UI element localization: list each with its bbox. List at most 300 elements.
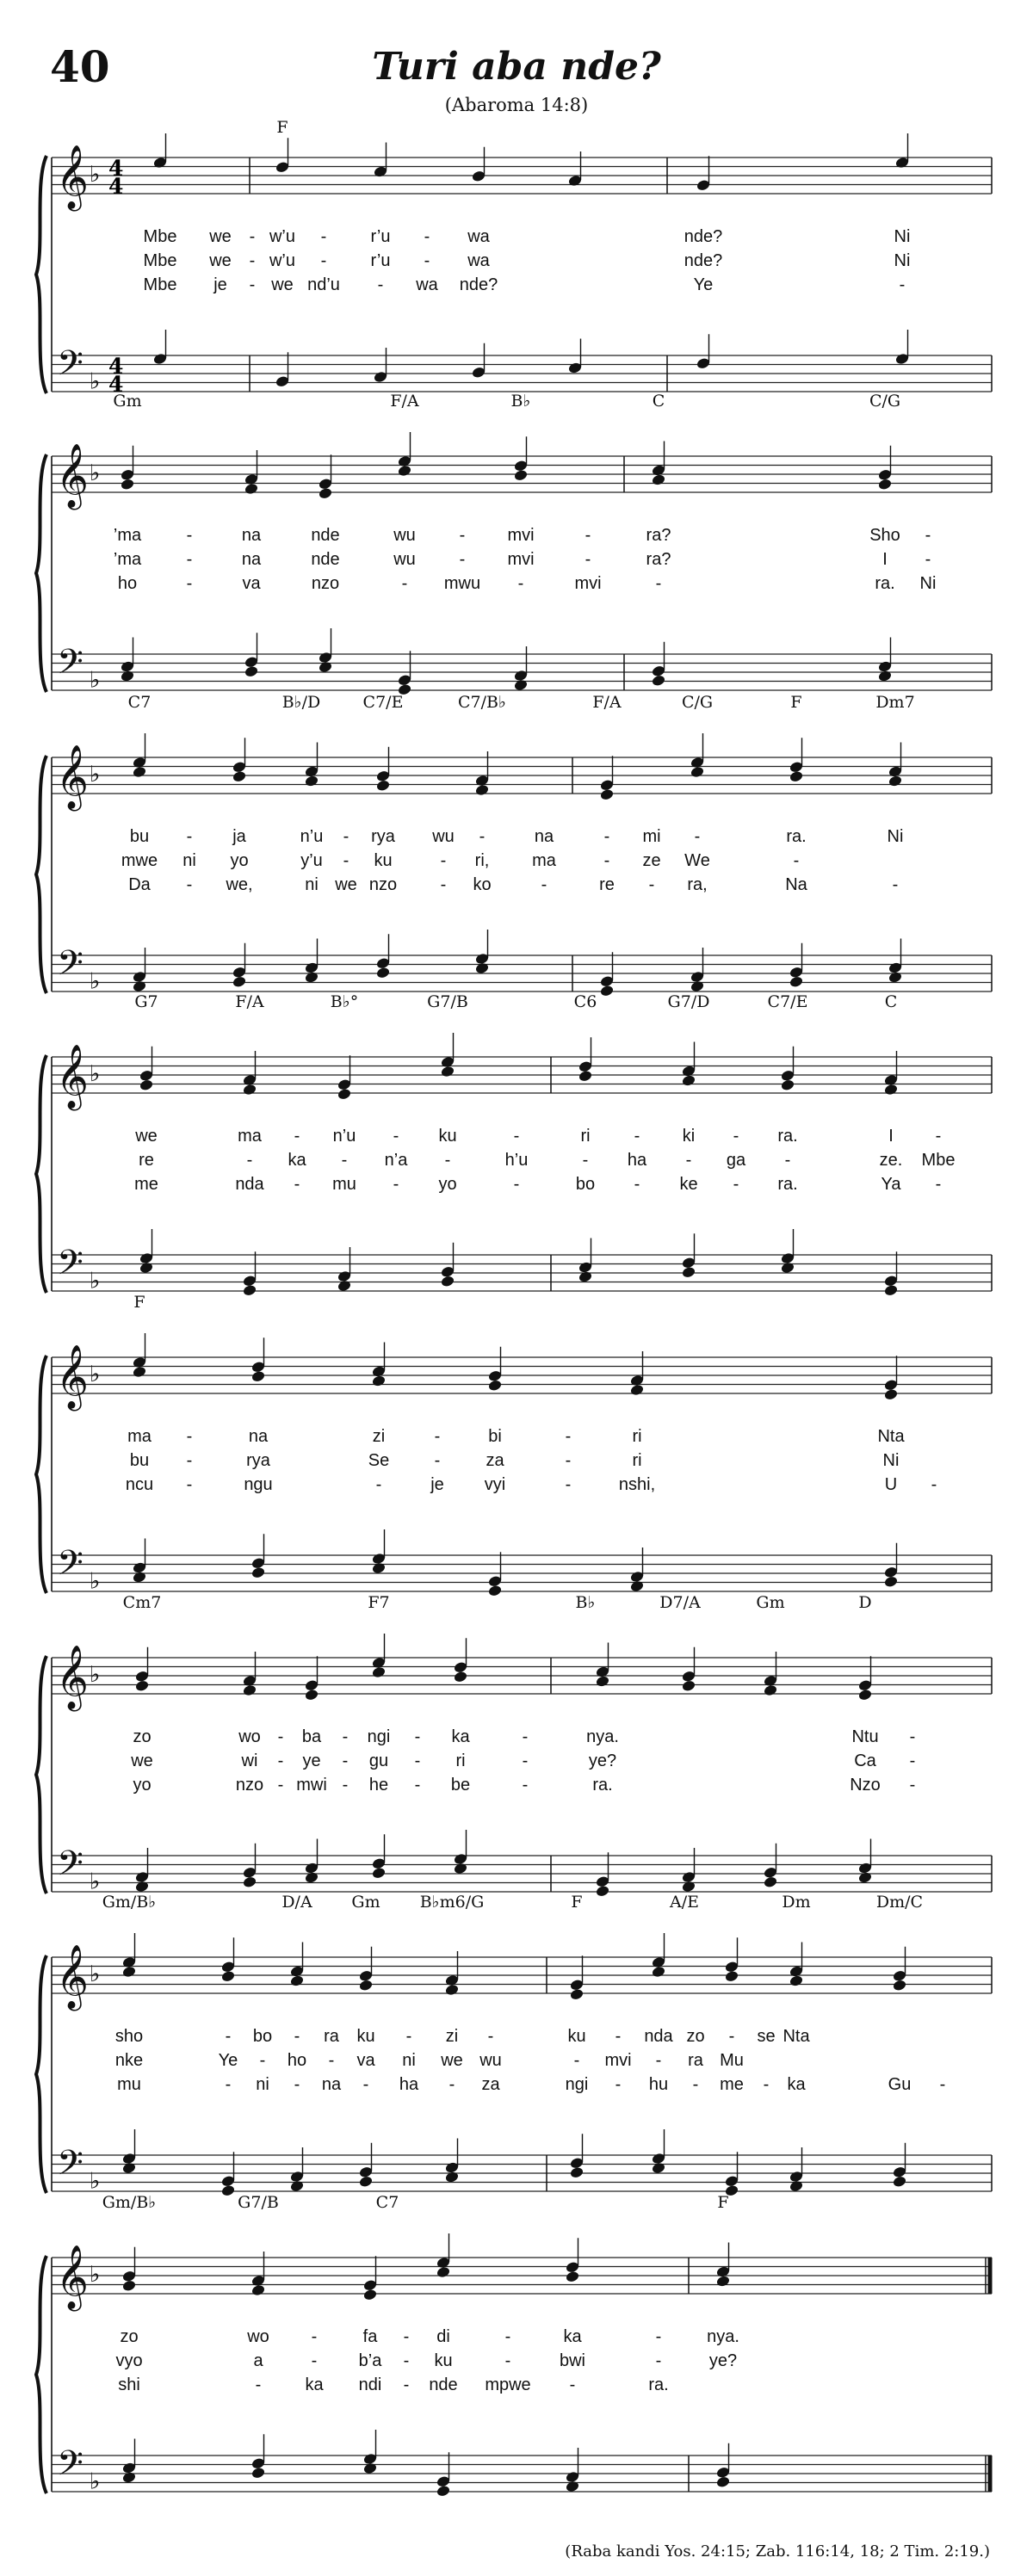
bass-lower-note [487,1585,502,1597]
bass-lower-note [789,2180,803,2193]
lyric-syllable: Sho [869,526,900,545]
lyric-syllable: Ni [887,827,904,846]
lyric-hyphen: - [424,227,430,246]
lyric-syllable: vyo [115,2351,143,2370]
chord-symbol: G7 [134,992,158,1011]
alto-note [244,483,258,496]
alto-note [780,1078,795,1091]
key-signature-flat-icon: ♭ [90,2168,101,2195]
chord-symbol: C7 [375,2193,399,2212]
bass-lower-note [304,1871,319,1884]
lyric-hyphen: - [341,1151,348,1170]
chord-symbol: D7/A [659,1593,701,1612]
bass-clef-icon: 𝄢 [57,343,84,392]
alto-note [578,1070,592,1083]
alto-note [690,766,704,779]
lyric-hyphen: - [342,1727,349,1746]
lyric-syllable: ko [473,875,492,894]
chord-symbol: B♭ [510,392,531,411]
chord-symbol: F [717,2193,729,2212]
alto-note [681,1074,696,1087]
lyric-syllable: na [241,526,262,545]
alto-note [121,2279,136,2292]
lyric-syllable: wa [416,275,438,294]
lyric-hyphen: - [342,1751,349,1770]
lyric-syllable: Ye [693,275,714,294]
chord-symbol: B♭m6/G [419,1893,485,1912]
chord-symbol: Dm/C [875,1893,924,1912]
bass-clef-icon: 𝄢 [57,642,84,690]
lyric-syllable: Nzo [850,1776,881,1795]
bass-lower-note [780,1262,795,1275]
lyric-syllable: Mbe [143,227,177,246]
lyric-syllable: fa [362,2327,378,2346]
lyric-syllable: Nta [877,1427,905,1446]
lyric-hyphen: - [935,1127,942,1146]
lyric-hyphen: - [513,1175,520,1194]
lyric-hyphen: - [311,2351,318,2370]
lyric-syllable: gu [368,1751,389,1770]
bass-lower-note [134,1881,149,1893]
lyric-hyphen: - [909,1776,916,1795]
lyric-syllable: a [253,2351,263,2370]
lyric-hyphen: - [565,1475,572,1494]
bass-clef-icon: 𝄢 [57,2143,84,2191]
lyric-syllable: ma [127,1427,152,1446]
lyric-hyphen: - [793,851,800,870]
lyric-syllable: zi [445,2027,459,2046]
lyric-hyphen: - [603,851,610,870]
bass-lower-note [578,1270,592,1283]
treble-clef-icon: 𝄞 [56,1945,89,2009]
bass-clef-icon: 𝄢 [57,1243,84,1291]
lyric-hyphen: - [393,1175,399,1194]
lyric-hyphen: - [522,1776,529,1795]
bass-lower-note [318,661,332,674]
alto-note [132,766,146,779]
lyric-hyphen: - [186,827,193,846]
lyric-syllable: ra. [648,2375,669,2394]
alto-note [883,1388,898,1401]
lyric-syllable: yo [438,1175,457,1194]
alto-note [888,775,902,788]
scripture-reference: (Abaroma 14:8) [444,95,589,115]
alto-note [251,1370,265,1383]
lyric-hyphen: - [479,827,486,846]
system-brace [36,2256,46,2493]
chord-symbol: B♭ [575,1593,596,1612]
lyric-syllable: Na [785,875,807,894]
lyric-hyphen: - [444,1151,451,1170]
lyric-syllable: zo [133,1727,152,1746]
lyric-syllable: wu [393,526,416,545]
bass-lower-note [629,1580,644,1593]
chord-symbol: F [571,1893,583,1912]
chord-symbol: F/A [235,992,264,1011]
lyric-hyphen: - [294,2075,300,2094]
bass-lower-note [565,2480,579,2493]
lyric-hyphen: - [440,851,447,870]
bass-lower-note [690,980,704,993]
lyric-hyphen: - [186,550,193,569]
lyric-hyphen: - [615,2027,622,2046]
lyric-syllable: ra. [777,1127,798,1146]
lyric-syllable: ga [726,1151,746,1170]
alto-note [440,1066,455,1078]
lyric-syllable: za [481,2075,500,2094]
key-signature-flat-icon: ♭ [90,968,101,995]
lyric-hyphen: - [424,251,430,270]
alto-note [134,1679,149,1692]
bass-lower-note [892,2175,906,2188]
key-signature-flat-icon: ♭ [90,368,101,395]
time-signature-denominator: 4 [108,174,124,199]
lyric-syllable: ye? [588,1751,617,1770]
lyric-syllable: ndi [358,2375,382,2394]
lyric-hyphen: - [634,1175,640,1194]
lyric-syllable: mwu [443,574,481,593]
lyric-hyphen: - [362,2075,369,2094]
treble-clef-icon: 𝄞 [56,444,89,508]
lyric-hyphen: - [522,1727,529,1746]
lyric-hyphen: - [513,1127,520,1146]
lyric-hyphen: - [186,526,193,545]
lyric-syllable: we [271,275,294,294]
alto-note [474,784,489,797]
chord-symbol: C [652,392,665,411]
bass-lower-note [242,1284,257,1297]
lyric-syllable: wu [393,550,416,569]
lyric-syllable: ngi [565,2075,589,2094]
lyric-syllable: nde? [684,251,723,270]
alto-note [304,775,319,788]
lyric-syllable: za [486,1451,504,1470]
bass-lower-note [371,1867,386,1880]
lyric-syllable: ze. [879,1151,903,1170]
lyric-syllable: ke [679,1175,698,1194]
lyric-syllable: ra. [786,827,807,846]
chord-symbol: A/E [670,1893,699,1912]
lyric-hyphen: - [655,2327,662,2346]
bass-lower-note [453,1863,467,1875]
bass-lower-note [763,1875,777,1888]
lyric-syllable: nya. [707,2327,739,2346]
lyric-syllable: ka [563,2327,582,2346]
lyric-syllable: we [209,251,232,270]
system-brace [36,756,46,993]
key-signature-flat-icon: ♭ [90,1061,101,1087]
lyric-hyphen: - [434,1427,441,1446]
lyric-syllable: ri [580,1127,591,1146]
alto-note [371,1374,386,1387]
lyric-hyphen: - [294,1175,300,1194]
lyric-syllable: me [720,2075,744,2094]
lyric-hyphen: - [434,1451,441,1470]
lyric-hyphen: - [414,1751,421,1770]
lyric-syllable: ni [402,2051,416,2070]
lyric-syllable: n’a [384,1151,408,1170]
lyric-syllable: we, [226,875,253,894]
lyric-syllable: zi [372,1427,386,1446]
lyric-syllable: r’u [370,251,391,270]
bass-lower-note [877,670,892,683]
lyric-syllable: be [450,1776,471,1795]
lyric-hyphen: - [259,2051,266,2070]
lyric-syllable: bi [488,1427,502,1446]
lyric-syllable: ki [682,1127,696,1146]
chord-symbol: C [884,992,898,1011]
bass-lower-note [681,1881,696,1893]
lyric-syllable: re [139,1151,154,1170]
chord-symbol: G7/B [427,992,468,1011]
bass-clef-icon: 𝄢 [57,1543,84,1591]
lyric-syllable: ka [451,1727,470,1746]
lyric-syllable: hu [648,2075,669,2094]
chord-symbol: F [276,118,288,137]
bass-lower-note [358,2175,373,2188]
lyric-syllable: ye [302,1751,321,1770]
chord-symbol: Dm7 [875,693,915,712]
lyric-syllable: ka [305,2375,324,2394]
lyric-hyphen: - [186,1475,193,1494]
lyric-syllable: ra, [687,875,708,894]
lyric-syllable: ku [374,851,393,870]
lyric-syllable: w’u [269,227,296,246]
chord-symbol: C7/E [362,693,404,712]
lyric-hyphen: - [935,1175,942,1194]
lyric-syllable: We [684,851,710,870]
lyric-syllable: ku [356,2027,375,2046]
lyric-syllable: ri, [474,851,490,870]
key-signature-flat-icon: ♭ [90,1362,101,1387]
lyric-hyphen: - [615,2075,622,2094]
lyric-hyphen: - [565,1427,572,1446]
lyric-hyphen: - [294,2027,300,2046]
lyric-syllable: na [321,2075,342,2094]
lyric-syllable: he [368,1776,389,1795]
lyric-syllable: mu [117,2075,141,2094]
alto-note [397,465,411,478]
lyric-hyphen: - [294,1127,300,1146]
lyric-hyphen: - [377,275,384,294]
lyric-hyphen: - [655,2351,662,2370]
lyric-hyphen: - [448,2075,455,2094]
treble-clef-icon: 𝄞 [56,1646,89,1709]
alto-note [789,1974,803,1987]
alto-note [121,1966,136,1979]
lyric-syllable: zo [686,2027,705,2046]
lyric-syllable: mi [642,827,661,846]
lyric-hyphen: - [925,550,931,569]
lyric-syllable: bu [129,827,150,846]
bass-lower-note [242,1875,257,1888]
lyric-hyphen: - [225,2027,232,2046]
lyric-syllable: ku [567,2027,586,2046]
lyric-syllable: mvi [507,526,535,545]
lyric-syllable: Mbe [143,251,177,270]
lyric-hyphen: - [694,827,701,846]
lyric-syllable: ra. [875,574,895,593]
alto-note [289,1974,304,1987]
key-signature-flat-icon: ♭ [90,162,101,188]
bass-lower-note [244,665,258,678]
lyric-syllable: je [430,1475,444,1494]
chord-symbol: C6 [573,992,597,1011]
chord-symbol: C/G [869,392,901,411]
chord-symbol: Gm/B♭ [102,1893,157,1912]
bass-lower-note [599,985,614,998]
lyric-hyphen: - [277,1727,284,1746]
lyric-syllable: nd’u [307,275,340,294]
lyric-syllable: nya. [586,1727,619,1746]
time-signature-numerator: 4 [108,156,124,181]
lyric-hyphen: - [225,2075,232,2094]
lyric-hyphen: - [909,1751,916,1770]
hymn-number: 40 [50,41,110,92]
lyric-syllable: bu [129,1451,150,1470]
system-brace [36,1356,46,1593]
bass-lower-note [883,1284,898,1297]
lyric-syllable: ma [532,851,556,870]
lyric-hyphen: - [655,574,662,593]
chord-symbol: B♭° [330,992,359,1011]
lyric-syllable: di [436,2327,450,2346]
lyric-syllable: va [356,2051,375,2070]
lyric-syllable: wo [247,2327,269,2346]
lyric-syllable: na [534,827,554,846]
alto-note [892,1979,906,1992]
lyric-syllable: Gu [888,2075,912,2094]
lyric-hyphen: - [343,827,349,846]
lyric-syllable: ni [256,2075,269,2094]
chord-symbol: F [790,693,802,712]
lyric-syllable: wa [467,227,490,246]
lyric-syllable: wo [238,1727,261,1746]
alto-note [139,1078,153,1091]
lyric-syllable: nde [429,2375,458,2394]
alto-note [877,478,892,491]
chord-symbol: G7/B [238,2193,279,2212]
lyric-syllable: Ni [894,227,911,246]
alto-note [599,788,614,801]
bass-lower-note [132,980,146,993]
chord-symbol: F7 [368,1593,390,1612]
lyric-syllable: ri [632,1451,642,1470]
lyric-hyphen: - [320,227,327,246]
lyric-syllable: zo [120,2327,139,2346]
key-signature-flat-icon: ♭ [90,667,101,694]
treble-clef-icon: 𝄞 [56,2246,89,2309]
chord-symbol: Dm [782,1893,811,1912]
lyric-syllable: ho [117,574,138,593]
alto-note [362,2289,377,2301]
lyric-hyphen: - [393,1127,399,1146]
lyric-syllable: Mu [720,2051,744,2070]
lyric-syllable: rya [371,827,395,846]
bass-lower-note [132,1571,146,1584]
lyric-syllable: Mbe [921,1151,956,1170]
lyric-syllable: Ni [882,1451,900,1470]
lyric-hyphen: - [255,2375,262,2394]
lyric-syllable: nde [311,526,340,545]
lyric-hyphen: - [186,574,193,593]
lyric-syllable: Ni [919,574,937,593]
lyric-syllable: nshi, [618,1475,656,1494]
lyric-syllable: nde? [459,275,498,294]
lyric-syllable: je [213,275,227,294]
lyric-syllable: se [757,2027,776,2046]
lyric-syllable: Da [128,875,151,894]
bass-clef-icon: 𝄢 [57,1844,84,1892]
lyric-hyphen: - [728,2027,735,2046]
chord-symbol: C/G [681,693,714,712]
lyric-syllable: ra? [646,526,671,545]
lyric-syllable: ho [287,2051,307,2070]
lyric-syllable: Se [368,1451,390,1470]
treble-clef-icon: 𝄞 [56,145,89,209]
treble-clef-icon: 𝄞 [56,1345,89,1409]
lyric-hyphen: - [573,2051,580,2070]
lyric-hyphen: - [585,550,591,569]
lyric-hyphen: - [186,1451,193,1470]
lyric-hyphen: - [414,1776,421,1795]
lyric-syllable: bo [575,1175,596,1194]
bass-lower-note [375,967,390,979]
alto-note [651,1966,665,1979]
lyric-hyphen: - [277,1751,284,1770]
chord-symbol: F/A [592,693,622,712]
key-signature-flat-icon: ♭ [90,1268,101,1294]
lyric-syllable: bwi [559,2351,586,2370]
key-signature-flat-icon: ♭ [90,2468,101,2495]
system-brace [36,454,46,692]
lyric-syllable: ni [305,875,319,894]
bass-lower-note [220,2184,235,2197]
lyric-hyphen: - [892,875,899,894]
lyric-syllable: we [209,227,232,246]
bass-lower-note [681,1266,696,1279]
lyric-hyphen: - [648,875,655,894]
chord-symbol: C7/B♭ [458,693,506,712]
lyric-hyphen: - [504,2327,511,2346]
lyric-syllable: Ye [218,2051,238,2070]
lyric-syllable: n’u [332,1127,356,1146]
bass-lower-note [789,975,803,988]
lyric-syllable: mwe [121,851,158,870]
lyric-hyphen: - [931,1475,937,1494]
lyric-syllable: ri [455,1751,466,1770]
lyric-syllable: Ca [854,1751,876,1770]
lyric-syllable: mvi [574,574,602,593]
bass-lower-note [362,2462,377,2475]
alto-note [789,770,803,783]
lyric-syllable: we [135,1127,158,1146]
alto-note [763,1684,777,1697]
bass-clef-icon: 𝄢 [57,2443,84,2492]
lyric-hyphen: - [246,1151,253,1170]
lyric-hyphen: - [249,227,256,246]
lyric-syllable: na [241,550,262,569]
lyric-hyphen: - [603,827,610,846]
key-signature-flat-icon: ♭ [90,2262,101,2288]
lyric-syllable: I [882,550,888,569]
lyric-hyphen: - [569,2375,576,2394]
lyric-syllable: r’u [370,227,391,246]
lyric-syllable: we [131,1751,153,1770]
chord-symbol: B♭/D [281,693,321,712]
bass-lower-note [371,1562,386,1575]
lyric-syllable: wa [467,251,490,270]
